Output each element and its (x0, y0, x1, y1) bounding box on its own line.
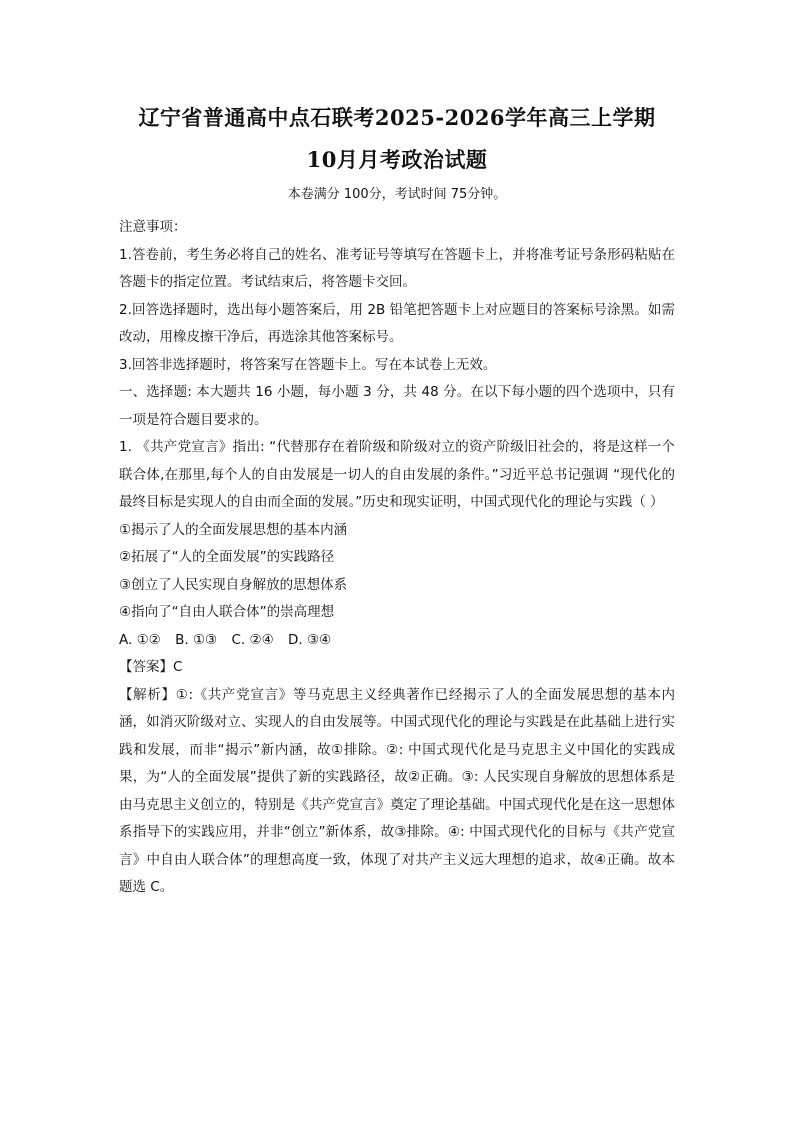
choice-c: C. ②④ (231, 631, 274, 648)
section-heading: 一、选择题: 本大题共 16 小题，每小题 3 分，共 48 分。在以下每小题的四个选项中，只有一项是符合题目要求的。 (119, 384, 675, 428)
question-stem: 1. 《共产党宣言》指出: “代替那存在着阶级和阶级对立的资产阶级旧社会的，将是这样一个联合体,在那里,每个人的自由发展是一切人的自由发展的条件。”习近平总书记强调 “现代化的最终目标是实现人的自由而全面的发展。”历史和现实证明，中国式现代化的理论与实践（ ） (119, 439, 675, 510)
page-title-line1: 辽宁省普通高中点石联考2025-2026学年高三上学期 (138, 105, 656, 130)
answer-line: 【答案】C (119, 659, 183, 675)
statement-4: ④指向了“自由人联合体”的崇高理想 (119, 604, 335, 620)
analysis-paragraph: 【解析】①:《共产党宣言》等马克思主义经典著作已经揭示了人的全面发展思想的基本内涵，如消灭阶级对立、实现人的自由发展等。中国式现代化的理论与实践是在此基础上进行实践和发展，而非“揭示”新内涵，故①排除。②: 中国式现代化是马克思主义中国化的实践成果，为“人的全面发展”提供了新的实践路径，故②正确。③: 人民实现自身解放的思想体系是由马克思主义创立的，特别是《共产党宣言》奠定了理论基础。中国式现代化是在这一思想体系指导下的实践应用，并非“创立”新体系，故③排除。④: 中国式现代化的目标与《共产党宣言》中自由人联合体”的理想高度一致，体现了对共产主义远大理想的追求，故④正确。故本题选 C。 (119, 686, 675, 895)
choice-a: A. ①② (119, 631, 161, 648)
document-body (119, 214, 675, 902)
note-item-1: 1.答卷前，考生务必将自己的姓名、准考证号等填写在答题卡上，并将准考证号条形码粘贴在答题卡的指定位置。考试结束后，将答题卡交回。 (119, 246, 675, 290)
notes-heading: 注意事项： (119, 219, 187, 235)
choice-d: D. ③④ (287, 631, 332, 648)
statement-3: ③创立了人民实现自身解放的思想体系 (119, 576, 348, 593)
choice-b: B. ①③ (175, 631, 218, 648)
note-item-3: 3.回答非选择题时，将答案写在答题卡上。写在本试卷上无效。 (119, 356, 497, 373)
statement-2: ②拓展了“人的全面发展”的实践路径 (119, 549, 335, 565)
choice-row (119, 627, 675, 655)
statement-1: ①揭示了人的全面发展思想的基本内涵 (119, 521, 348, 538)
page-title-line2: 10月月考政治试题 (306, 147, 488, 172)
note-item-2: 2.回答选择题时，选出每小题答案后，用 2B 铅笔把答题卡上对应题目的答案标号涂黑。如需改动，用橡皮擦干净后，再选涂其他答案标号。 (119, 301, 675, 345)
exam-info: 本卷满分 100分，考试时间 75分钟。 (287, 187, 507, 202)
